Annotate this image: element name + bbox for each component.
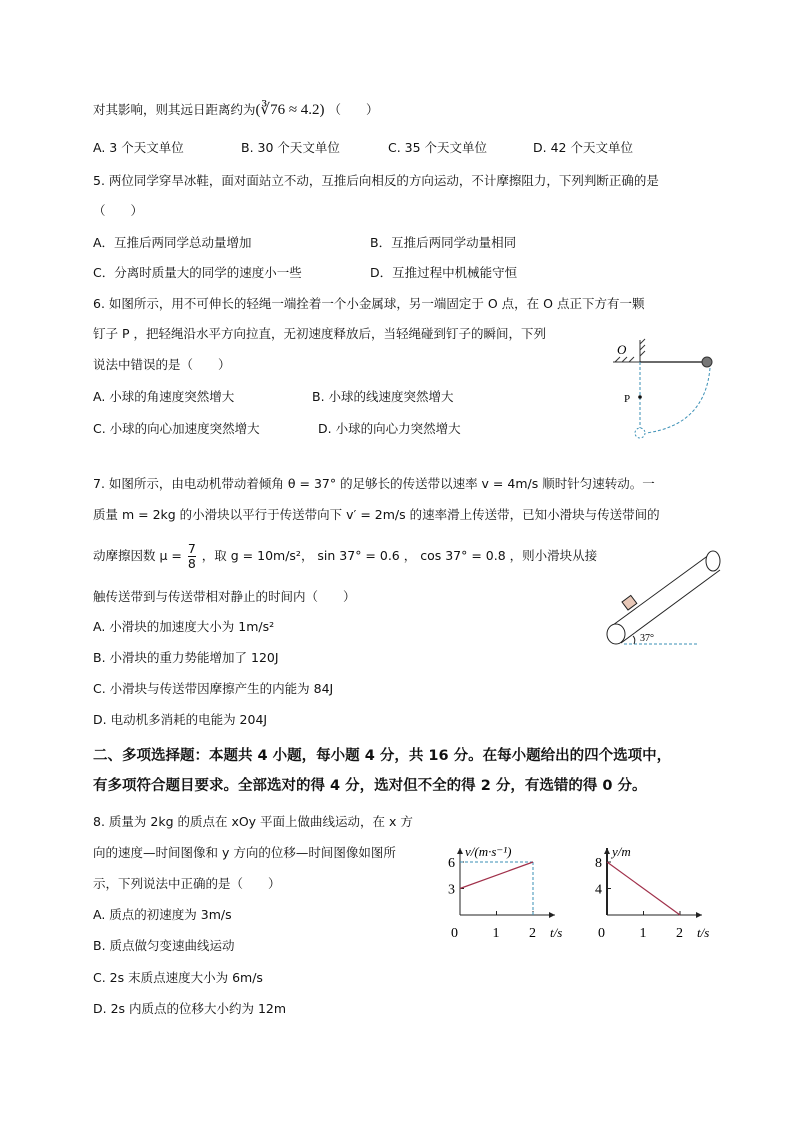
chart2-x-label: t/s — [697, 925, 710, 940]
q8-option-a: A. 质点的初速度为 3m/s — [93, 907, 232, 922]
q6-line3: 说法中错误的是（ ） — [93, 357, 231, 372]
q6-line2: 钉子 P ，把轻绳沿水平方向拉直，无初速度释放后，当轻绳碰到钉子的瞬间，下列 — [93, 326, 546, 341]
q8-option-d: D. 2s 内质点的位移大小约为 12m — [93, 1001, 287, 1016]
q7-line2: 质量 m = 2kg 的小滑块以平行于传送带向下 v′ = 2m/s 的速率滑上传送带，已知小滑块与传送带间的 — [93, 507, 660, 522]
q4-option-a: A. 3 个天文单位 — [93, 140, 184, 155]
chart2-x-arrow — [696, 912, 702, 918]
q8-option-b: B. 质点做匀变速曲线运动 — [93, 938, 235, 953]
chart1-x-label: t/s — [550, 925, 563, 940]
q8-line2: 向的速度—时间图像和 y 方向的位移—时间图像如图所 — [93, 845, 396, 860]
chart1-y-tick-label: 6 — [448, 856, 455, 871]
fraction-denominator: 8 — [187, 556, 196, 571]
chart2-x-tick-label: 1 — [639, 926, 647, 941]
chart1-x-arrow — [549, 912, 555, 918]
q8-line3: 示，下列说法中正确的是（ ） — [93, 876, 281, 891]
q6-option-b: B. 小球的线速度突然增大 — [312, 389, 454, 404]
q5-option-d: D．互推过程中机械能守恒 — [370, 265, 518, 280]
q8-option-c: C. 2s 末质点速度大小为 6m/s — [93, 970, 263, 985]
chart2-y-label: y/m — [612, 844, 631, 859]
q6-option-c: C. 小球的向心加速度突然增大 — [93, 421, 260, 436]
chart1-series-line — [460, 862, 533, 889]
section2-heading-line1: 二、多项选择题：本题共 4 小题，每小题 4 分，共 16 分。在每小题给出的四个选项中， — [93, 748, 672, 764]
q5-paren: （ ） — [93, 203, 144, 218]
q4-option-c: C. 35 个天文单位 — [388, 140, 488, 155]
chart1-y-tick-label: 3 — [448, 882, 455, 898]
chart2-y-arrow — [604, 848, 610, 854]
q7-line3-pre: 动摩擦因数 μ = — [93, 548, 182, 563]
q4-option-b: B. 30 个天文单位 — [241, 140, 340, 155]
q7-option-d: D. 电动机多消耗的电能为 204J — [93, 712, 268, 727]
q5-option-b: B．互推后两同学动量相同 — [370, 235, 517, 250]
point-o-label: O — [617, 342, 627, 357]
q6-option-d: D. 小球的向心力突然增大 — [318, 421, 461, 436]
chart2-x-tick-label: 2 — [676, 926, 683, 941]
chart2-y-tick-label: 4 — [595, 882, 602, 898]
q6-line1: 6. 如图所示，用不可伸长的轻绳一端拴着一个小金属球，另一端固定于 O 点，在 O 点正下方有一颗 — [93, 296, 645, 311]
q5-option-a: A．互推后两同学总动量增加 — [93, 235, 252, 250]
q7-line4: 触传送带到与传送带相对静止的时间内（ ） — [93, 589, 356, 604]
point-p-label: P — [624, 393, 631, 405]
chart2-series-line — [607, 862, 680, 915]
q5-stem: 5. 两位同学穿旱冰鞋，面对面站立不动，互推后向相反的方向运动，不计摩擦阻力，下列判断正确的是 — [93, 173, 659, 188]
chart2-x-tick-label: 0 — [598, 926, 605, 941]
q6-option-a: A. 小球的角速度突然增大 — [93, 389, 235, 404]
q7-option-a: A. 小滑块的加速度大小为 1m/s² — [93, 619, 275, 634]
angle-label: 37° — [640, 633, 654, 644]
chart1-y-label: v/(m·s⁻¹) — [465, 844, 512, 859]
q7-option-b: B. 小滑块的重力势能增加了 120J — [93, 650, 279, 665]
q4-option-d: D. 42 个天文单位 — [533, 140, 633, 155]
chart1-x-tick-label: 1 — [492, 926, 500, 941]
chart2-y-tick-label: 8 — [595, 856, 602, 871]
section2-heading-line2: 有多项符合题目要求。全部选对的得 4 分，选对但不全的得 2 分，有选错的得 0 分。 — [93, 778, 647, 794]
fraction-numerator: 7 — [187, 541, 196, 556]
chart1-y-arrow — [457, 848, 463, 854]
q4-stem-text: 对其影响，则其远日距离约为 — [93, 102, 256, 117]
q7-line1: 7. 如图所示，由电动机带动着倾角 θ = 37° 的足够长的传送带以速率 v = 4m/s 顺时针匀速转动。一 — [93, 476, 655, 491]
q4-paren: （ ） — [328, 102, 379, 117]
q7-option-c: C. 小滑块与传送带因摩擦产生的内能为 84J — [93, 681, 334, 696]
q8-line1: 8. 质量为 2kg 的质点在 xOy 平面上做曲线运动，在 x 方 — [93, 814, 413, 829]
chart1-x-tick-label: 0 — [451, 926, 458, 941]
chart1-x-tick-label: 2 — [529, 926, 536, 941]
q5-option-c: C．分离时质量大的同学的速度小一些 — [93, 265, 302, 280]
q4-formula: (∛76 ≈ 4.2) — [255, 102, 325, 118]
q7-line3-post: ，取 g = 10m/s²， sin 37° = 0.6 ， cos 37° = 0.8 ，则小滑块从接 — [201, 548, 598, 563]
